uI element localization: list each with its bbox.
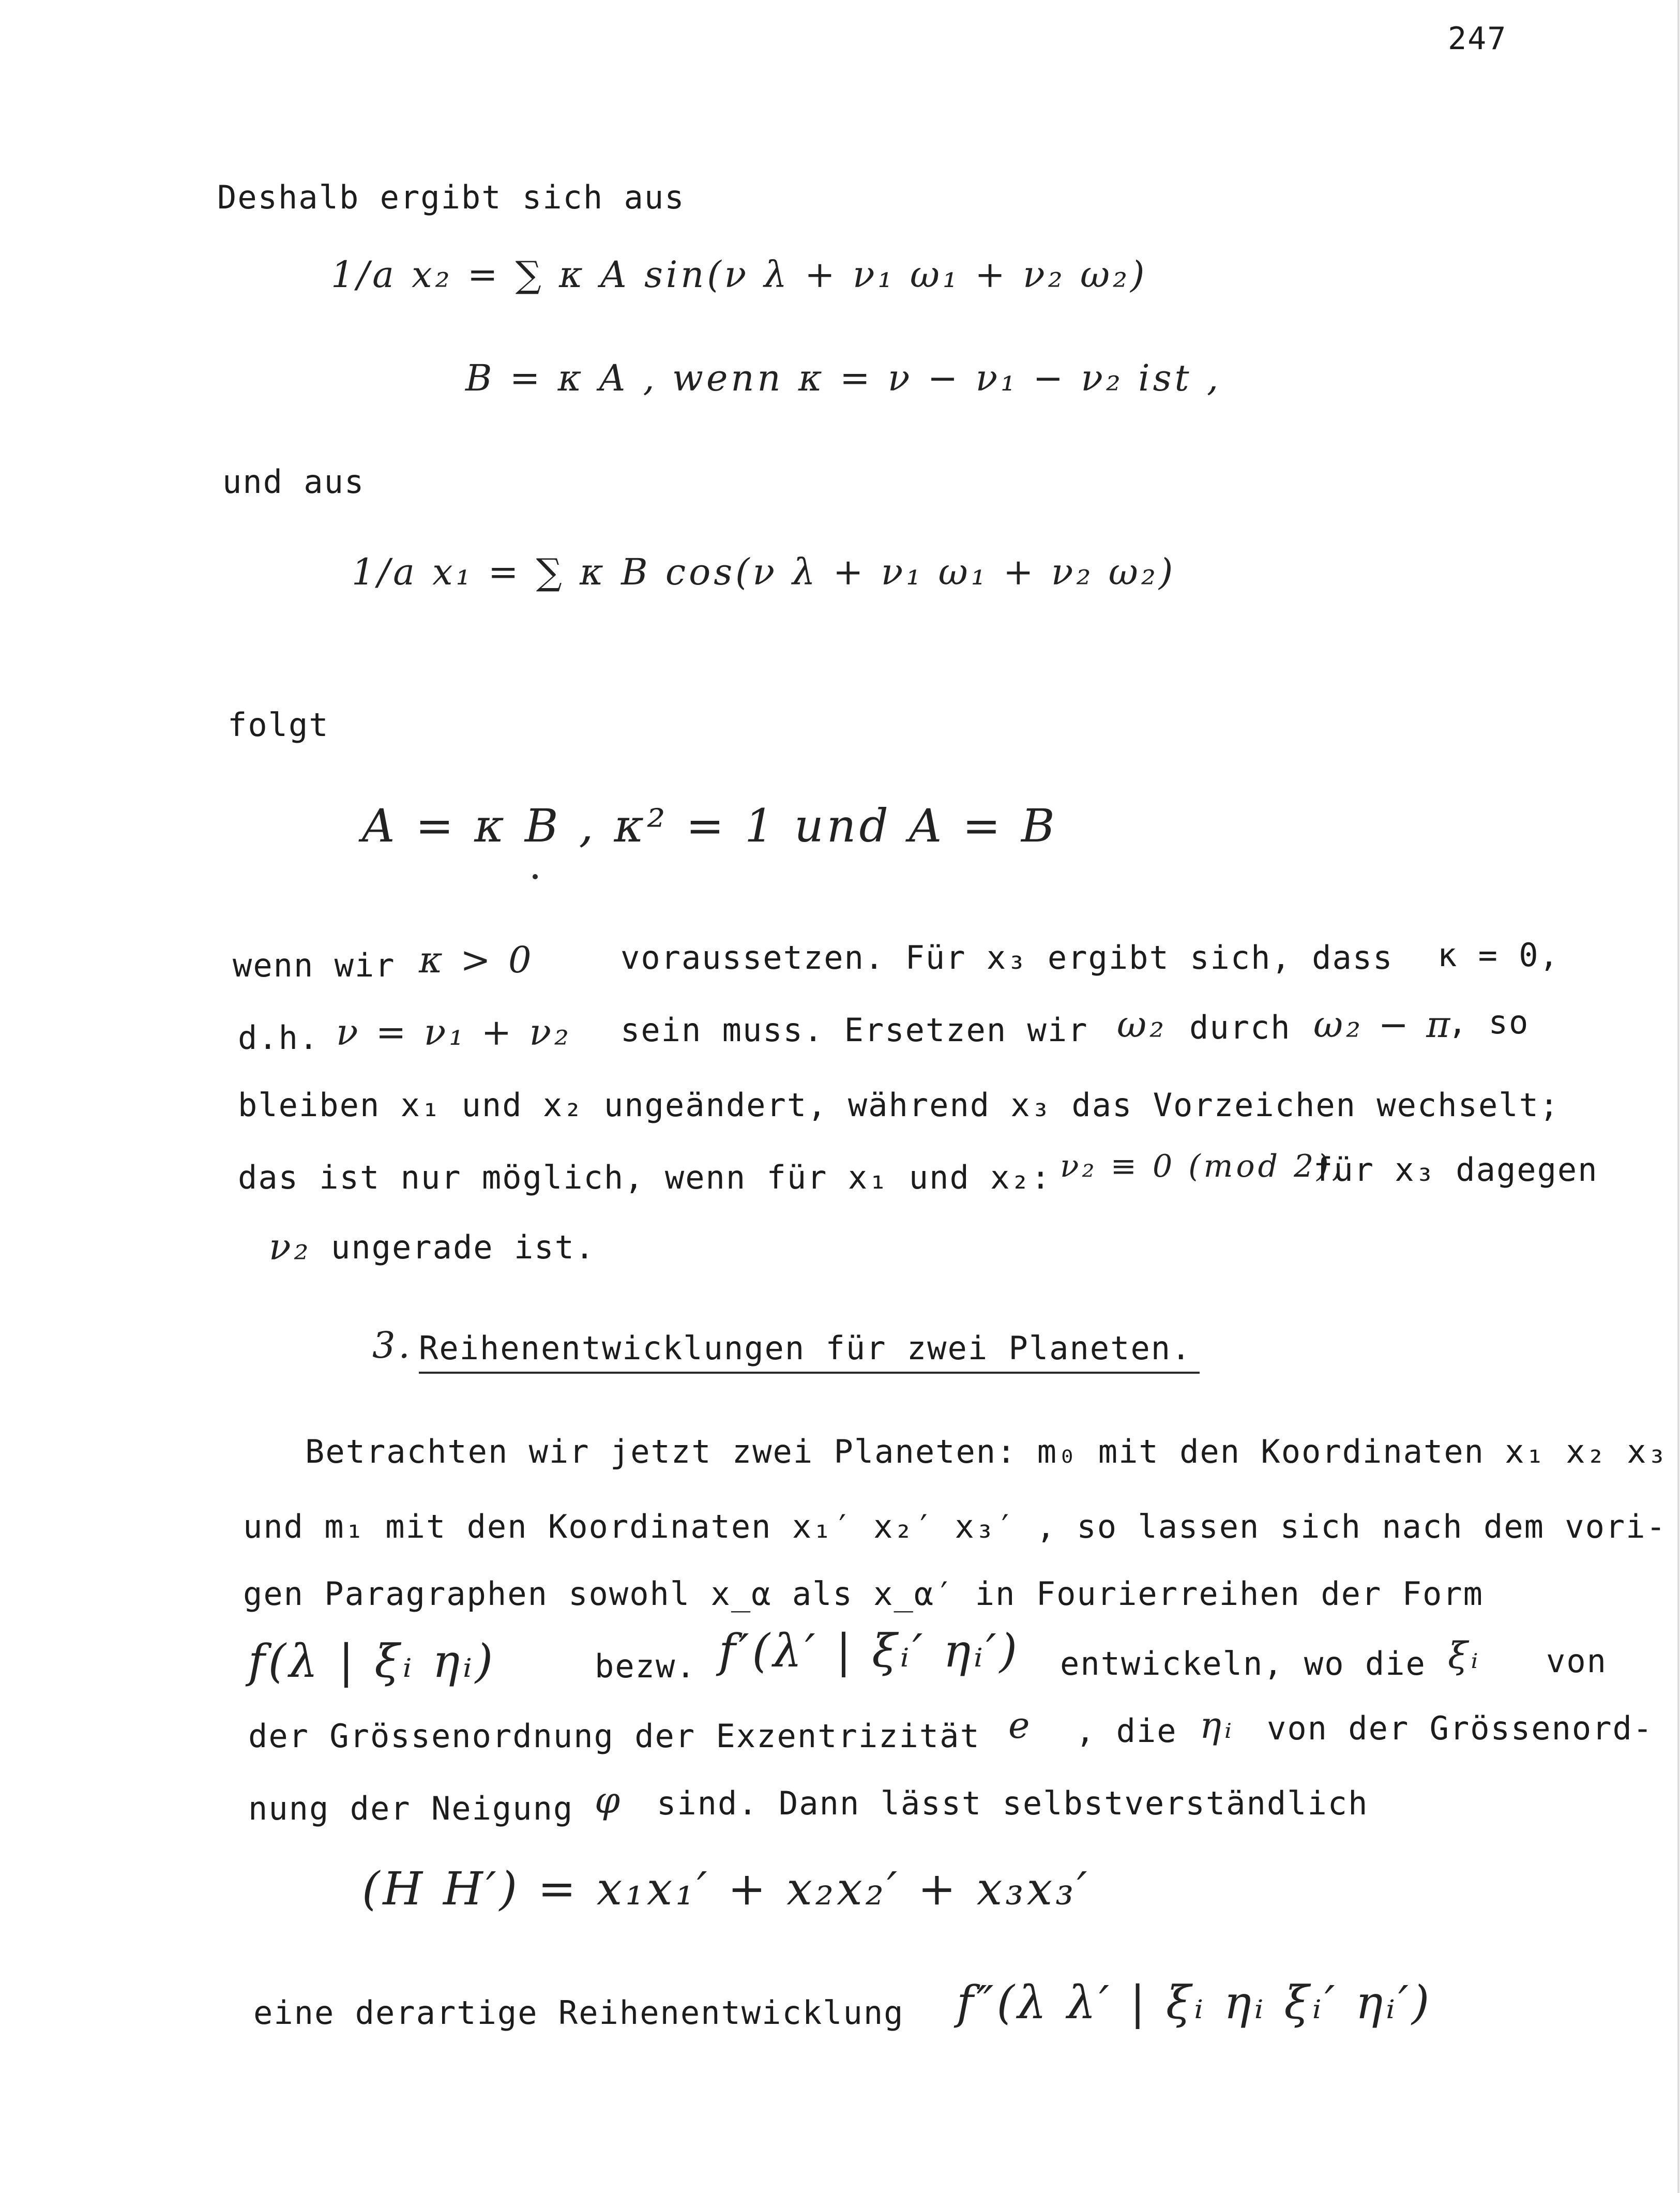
equation-scalar-product: (H H′) = x₁x₁′ + x₂x₂′ + x₃x₃′ (362, 1862, 1091, 1915)
p2-line1: Betrachten wir jetzt zwei Planeten: m₀ mit den Koordinaten x₁ x₂ x₃ (305, 1433, 1668, 1470)
text-line-deshalb: Deshalb ergibt sich aus (217, 178, 685, 216)
p2-line5-math1: e (1008, 1704, 1033, 1747)
p1-line3: bleiben x₁ und x₂ ungeändert, während x₃ das Vorzeichen wechselt; (238, 1086, 1560, 1124)
p2-line6-end: sind. Dann lässt selbstverständlich (657, 1784, 1369, 1822)
section-number: 3. (372, 1324, 413, 1366)
p2-line2: und m₁ mit den Koordinaten x₁′ x₂′ x₃′ , so lassen sich nach dem vori- (243, 1508, 1667, 1545)
p1-line2-end: , so (1448, 1003, 1530, 1041)
page-number: 247 (1448, 21, 1507, 57)
p2-line4-mid: entwickeln, wo die (1060, 1645, 1426, 1683)
p2-line6-math: φ (595, 1779, 624, 1822)
p1-line2-math1: ν = ν₁ + ν₂ (336, 1011, 572, 1054)
page-edge (1677, 0, 1680, 2193)
p1-line2-durch: durch (1189, 1009, 1291, 1046)
p1-line1-start: wenn wir (233, 947, 396, 984)
p2-line5-end: von der Grössenord- (1267, 1709, 1654, 1747)
p2-line4-math2: f′(λ′ | ξᵢ′ ηᵢ′) (719, 1624, 1021, 1677)
p2-line5-math2: ηᵢ (1200, 1704, 1235, 1747)
p3-line1-start: eine derartige Reihenentwicklung (253, 1994, 904, 2032)
p2-line4-end: von (1546, 1642, 1607, 1680)
p2-line6-start: nung der Neigung (248, 1790, 574, 1827)
p1-line2-math2: ω₂ (1117, 1003, 1168, 1046)
equation-x1-sum: 1/a x₁ = ∑ κ B cos(ν λ + ν₁ ω₁ + ν₂ ω₂) (352, 551, 1176, 593)
p2-line5-mid: , die (1076, 1712, 1177, 1750)
p1-line1-mid: voraussetzen. Für x₃ ergibt sich, dass (620, 939, 1394, 977)
p1-line1-math2: κ = 0, (1437, 936, 1560, 974)
p2-line5-start: der Grössenordnung der Exzentrizität (248, 1717, 980, 1755)
p3-line1-math: f″(λ λ′ | ξᵢ ηᵢ ξᵢ′ ηᵢ′) (957, 1976, 1433, 2029)
section-underline (419, 1372, 1200, 1374)
text-line-und-aus: und aus (222, 463, 365, 501)
p1-line5: ungerade ist. (331, 1228, 596, 1266)
p1-line4-start: das ist nur möglich, wenn für x₁ und x₂: (238, 1159, 1052, 1196)
text-line-folgt: folgt (228, 706, 329, 744)
ink-dot (533, 874, 538, 879)
section-title: Reihenentwicklungen für zwei Planeten. (419, 1329, 1192, 1367)
p2-line4-math3: ξᵢ (1448, 1634, 1481, 1677)
p2-line3: gen Paragraphen sowohl x_α als x_α′ in Fourierreihen der Form (243, 1575, 1484, 1613)
equation-b-kappa-a: B = κ A , wenn κ = ν − ν₁ − ν₂ ist , (465, 357, 1222, 399)
p2-line4-math1: f(λ | ξᵢ ηᵢ) (248, 1634, 496, 1688)
p1-line1-math1: κ > 0 (419, 939, 535, 981)
p1-line4-math: ν₂ ≡ 0 (mod 2), (1060, 1148, 1345, 1184)
p1-line2-start: d.h. (238, 1019, 320, 1057)
p1-line2-mid: sein muss. Ersetzen wir (620, 1011, 1088, 1049)
equation-x2-sum: 1/a x₂ = ∑ κ A sin(ν λ + ν₁ ω₁ + ν₂ ω₂) (331, 253, 1148, 296)
equation-a-equals-b: A = κ B , κ² = 1 und A = B (362, 799, 1058, 852)
p1-line4-end: für x₃ dagegen (1313, 1151, 1598, 1189)
p1-line5-math: ν₂ (269, 1226, 312, 1268)
p2-line4-bezw: bezw. (595, 1647, 697, 1685)
p1-line2-math3: ω₂ − π (1313, 1003, 1454, 1046)
